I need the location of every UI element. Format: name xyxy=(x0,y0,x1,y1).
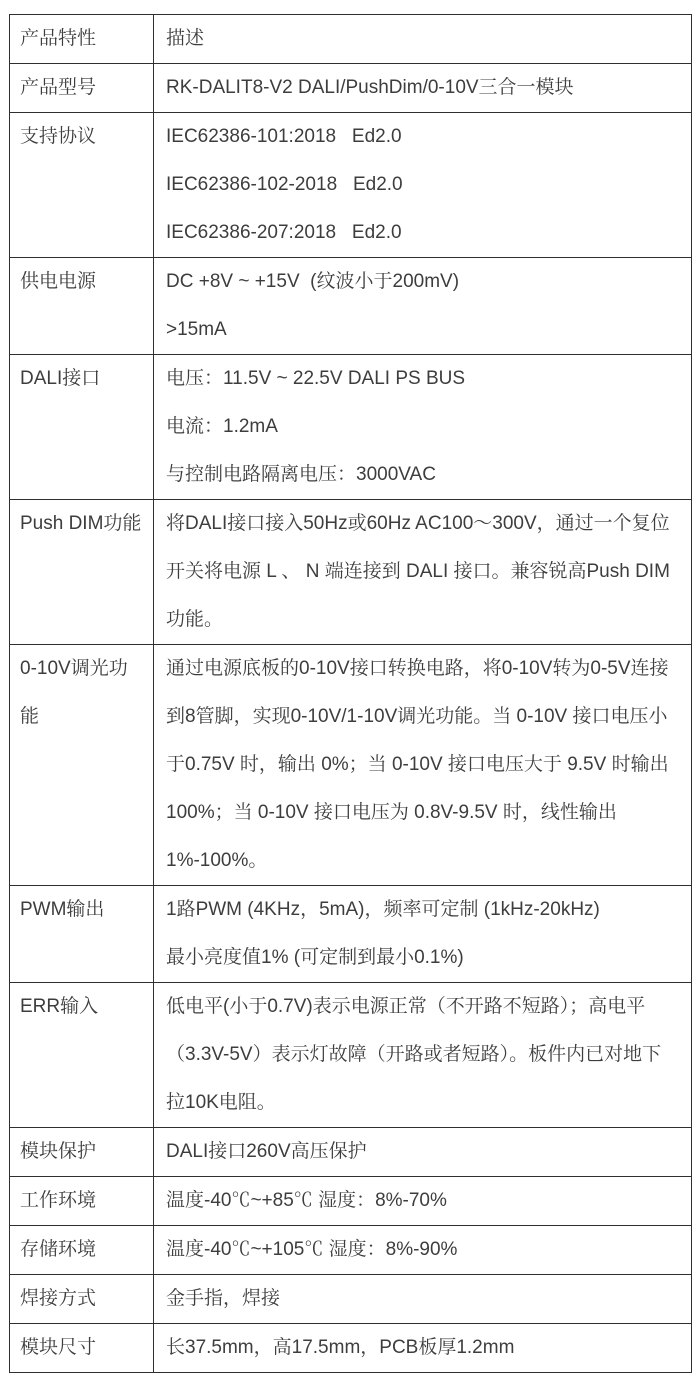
table-row-model xyxy=(10,64,692,113)
description-cell xyxy=(154,500,692,645)
description-cell xyxy=(154,1177,692,1226)
column-header-description xyxy=(154,15,692,64)
description-cell xyxy=(154,983,692,1128)
product-spec-table xyxy=(9,14,692,1373)
table-row-0-10v-dimming xyxy=(10,645,692,886)
description-line: 将DALI接口接入50Hz或60Hz AC100～300V，通过一个复位开关将电源 L 、 N 端连接到 DALI 接口。兼容锐高Push DIM 功能。 xyxy=(166,513,676,630)
description-line: 1路PWM (4KHz，5mA)，频率可定制 (1kHz-20kHz) xyxy=(166,899,600,920)
description-line: >15mA xyxy=(166,319,227,340)
table-row-operating-environment xyxy=(10,1177,692,1226)
description-cell xyxy=(154,645,692,886)
description-cell xyxy=(154,886,692,983)
description-cell xyxy=(154,1324,692,1373)
header-description-label: 描述 xyxy=(166,28,205,49)
description-cell xyxy=(154,355,692,500)
description-line: RK-DALIT8-V2 DALI/PushDim/0-10V三合一模块 xyxy=(166,77,574,98)
feature-cell: PWM输出 xyxy=(10,886,154,983)
description-cell xyxy=(154,1275,692,1324)
table-row-module-dimensions xyxy=(10,1324,692,1373)
feature-cell: 产品型号 xyxy=(10,64,154,113)
header-row xyxy=(10,15,692,64)
feature-cell: 支持协议 xyxy=(10,113,154,258)
feature-cell: 存储环境 xyxy=(10,1226,154,1275)
table-row-power-supply xyxy=(10,258,692,355)
description-cell xyxy=(154,113,692,258)
description-line: DALI接口260V高压保护 xyxy=(166,1141,367,1162)
description-line: 温度-40℃~+105℃ 湿度：8%-90% xyxy=(166,1239,458,1260)
table-row-protocols xyxy=(10,113,692,258)
feature-cell: 供电电源 xyxy=(10,258,154,355)
table-row-storage-environment xyxy=(10,1226,692,1275)
description-line: 长37.5mm，高17.5mm，PCB板厚1.2mm xyxy=(166,1337,515,1358)
description-line: 通过电源底板的0-10V接口转换电路，将0-10V转为0-5V连接到8管脚，实现0-10V/1-10V调光功能。当 0-10V 接口电压小于0.75V 时，输出 0%；当 0-10V 接口电压大于 9.5V 时输出 100%；当 0-10V 接口电压为 0.8V-9.5V 时，线性输出 1%-100%。 xyxy=(166,658,674,871)
feature-cell: 工作环境 xyxy=(10,1177,154,1226)
description-line: 电压：11.5V ~ 22.5V DALI PS BUS xyxy=(166,368,466,389)
description-line: 最小亮度值1% (可定制到最小0.1%) xyxy=(166,947,464,968)
description-line: IEC62386-102-2018 Ed2.0 xyxy=(166,174,403,195)
table-row-push-dim xyxy=(10,500,692,645)
table-row-pwm-output xyxy=(10,886,692,983)
description-line: 与控制电路隔离电压：3000VAC xyxy=(166,464,436,485)
description-line: 电流：1.2mA xyxy=(166,416,278,437)
description-line: 温度-40℃~+85℃ 湿度：8%-70% xyxy=(166,1190,447,1211)
feature-cell: 模块尺寸 xyxy=(10,1324,154,1373)
table-row-module-protection xyxy=(10,1128,692,1177)
description-line: 低电平(小于0.7V)表示电源正常（不开路不短路）；高电平（3.3V-5V）表示灯故障（开路或者短路）。板件内已对地下拉10K电阻。 xyxy=(166,996,662,1113)
description-line: IEC62386-207:2018 Ed2.0 xyxy=(166,222,402,243)
description-cell xyxy=(154,1128,692,1177)
description-cell xyxy=(154,258,692,355)
feature-cell: 0-10V调光功能 xyxy=(10,645,154,886)
feature-cell: DALI接口 xyxy=(10,355,154,500)
description-line: IEC62386-101:2018 Ed2.0 xyxy=(166,126,402,147)
feature-cell: 焊接方式 xyxy=(10,1275,154,1324)
feature-cell: Push DIM功能 xyxy=(10,500,154,645)
table-row-soldering-method xyxy=(10,1275,692,1324)
description-cell xyxy=(154,1226,692,1275)
description-line: DC +8V ~ +15V (纹波小于200mV) xyxy=(166,271,460,292)
table-row-dali-interface xyxy=(10,355,692,500)
description-line: 金手指，焊接 xyxy=(166,1288,281,1309)
column-header-feature: 产品特性 xyxy=(10,15,154,64)
feature-cell: ERR输入 xyxy=(10,983,154,1128)
table-row-err-input xyxy=(10,983,692,1128)
feature-cell: 模块保护 xyxy=(10,1128,154,1177)
description-cell xyxy=(154,64,692,113)
